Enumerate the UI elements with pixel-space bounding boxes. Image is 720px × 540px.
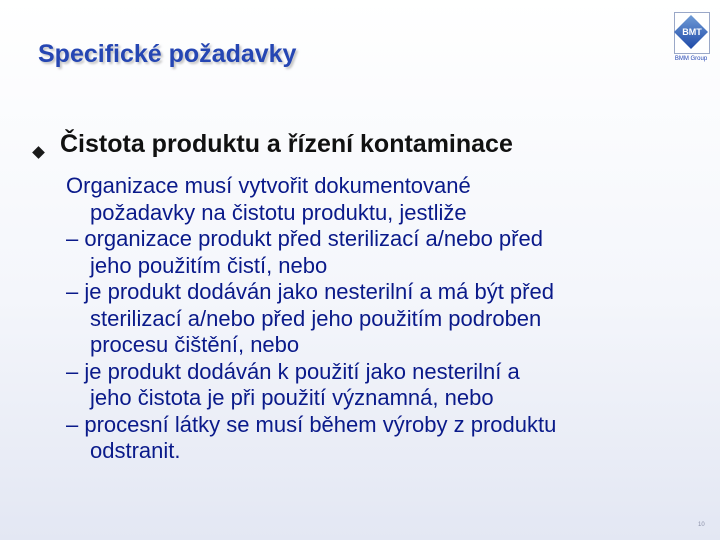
company-logo — [671, 12, 711, 70]
body-line: požadavky na čistotu produktu, jestliže — [90, 199, 467, 225]
body-line: – je produkt dodáván k použití jako nesterilní a — [66, 358, 520, 384]
body-line: procesu čištění, nebo — [90, 332, 300, 357]
body-line: Organizace musí vytvořit dokumentované — [66, 173, 471, 198]
body-line: odstranit. — [90, 438, 181, 463]
body-text — [66, 173, 706, 465]
slide-title: Specifické požadavky — [38, 40, 297, 68]
body-line: jeho použitím čistí, nebo — [90, 252, 328, 278]
body-line: sterilizací a/nebo před jeho použitím podroben — [90, 305, 542, 331]
logo-subtitle: BMM Group — [674, 56, 708, 62]
body-line: jeho čistota je při použití významná, nebo — [90, 385, 494, 410]
body-line: – je produkt dodáván jako nesterilní a má být před — [66, 279, 554, 304]
diamond-bullet-icon — [32, 146, 45, 159]
body-line: – procesní látky se musí během výroby z produktu — [66, 411, 557, 437]
page-number: 10 — [698, 522, 705, 528]
logo-frame — [674, 12, 710, 54]
bullet-heading: Čistota produktu a řízení kontaminace — [60, 130, 513, 158]
logo-text: BMT — [682, 27, 702, 37]
body-line: – organizace produkt před sterilizací a/nebo před — [66, 226, 543, 251]
